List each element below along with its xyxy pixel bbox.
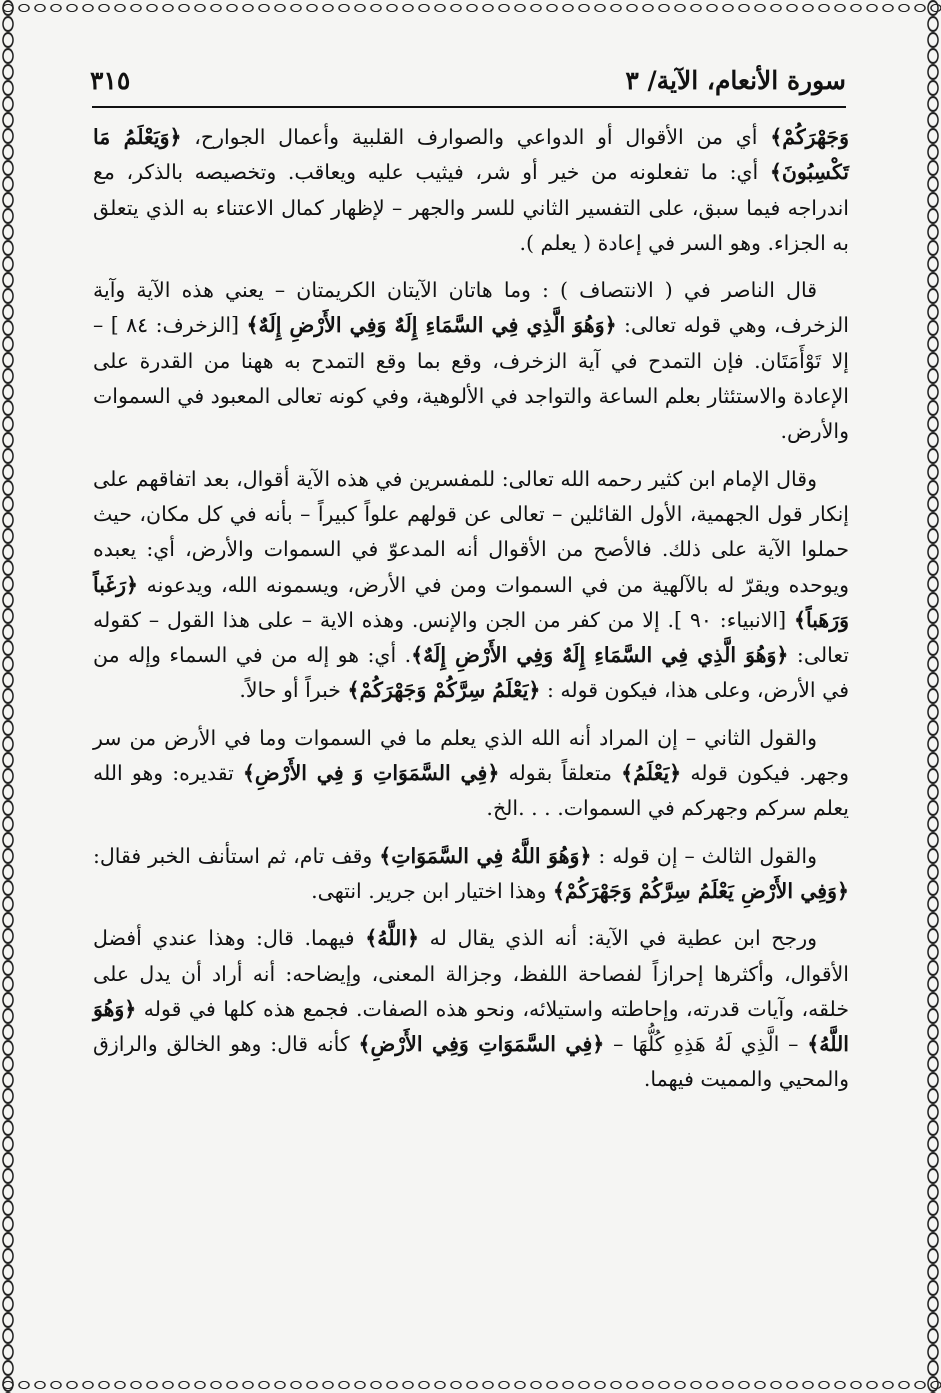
paragraph-text: خبراً أو حالاً. bbox=[239, 678, 348, 703]
paragraph-text: وهذا اختيار ابن جرير. انتهى. bbox=[311, 878, 553, 903]
paragraph-text: أي من الأقوال أو الدواعي والصوارف القلبية وأعمال الجوارح، bbox=[181, 125, 771, 149]
paragraph-text: والقول الثالث – إن قوله : bbox=[591, 843, 818, 868]
quran-quote: ﴿اللَّهُ﴾ bbox=[365, 926, 419, 951]
paragraph-text: كأنه قال: وهو الخالق والرازق والمحيي والمميت فيهما. bbox=[93, 1032, 849, 1092]
quran-quote: ﴿رَغَباً وَرَهَباً﴾ bbox=[93, 572, 849, 632]
paragraph-text: . أي: هو إله من في السماء وإله من في الأرض، وعلى هذا، فيكون قوله : bbox=[93, 643, 849, 703]
paragraph-text: وقال الإمام ابن كثير رحمه الله تعالى: للمفسرين في هذه الآية أقوال، بعد اتفاقهم على إنكار قول الجهمية، الأول القائلين – تعالى عن قولهم علواً كبيراً – بأنه في كل مكان، حيث حملوا الآية على ذلك. فالأصح من الأقوال أنه المدعوّ في السموات والأرض، أي: يعبده ويوحده ويقرّ له بالآلهية من في السموات ومن في الأرض، ويسمونه الله، ويدعونه bbox=[93, 466, 849, 597]
quran-quote: ﴿يَعْلَمُ سِرَّكُمْ وَجَهْرَكُمْ﴾ bbox=[347, 678, 541, 703]
paragraph bbox=[93, 721, 849, 827]
paragraph-text: أي: ما تفعلونه من خير أو شر، فيثيب عليه ويعاقب. وتخصيصه بالذكر، مع اندراجه فيما سبق، على التفسير الثاني للسر والجهر – لإظهار كمال الاعتناء به الذي يتعلق به الجزاء. وهو السر في إعادة ( يعلم ). bbox=[93, 160, 849, 255]
running-title: سورة الأنعام، الآية/ ٣ bbox=[625, 65, 846, 95]
bottom-ornamental-border bbox=[0, 1377, 941, 1393]
quran-quote: ﴿وَهُوَ الَّذِي فِي السَّمَاءِ إِلَهٌ وَفِي الأَرْضِ إِلَهٌ﴾ bbox=[246, 313, 617, 338]
paragraph-text: ورجح ابن عطية في الآية: أنه الذي يقال له bbox=[418, 926, 817, 951]
quran-quote: ﴿فِي السَّمَوَاتِ وَ فِي الأَرْضِ﴾ bbox=[242, 761, 500, 786]
paragraph bbox=[93, 839, 849, 910]
body-text bbox=[93, 120, 849, 1110]
right-ornamental-border bbox=[925, 0, 941, 1393]
paragraph bbox=[93, 462, 849, 709]
quran-quote: ﴿وَهُوَ الَّذِي فِي السَّمَاءِ إِلَهٌ وَفِي الأَرْضِ إِلَهٌ﴾ bbox=[411, 643, 789, 668]
paragraph-text: فيهما. قال: وهذا عندي أفضل الأقوال، وأكثرها إحرازاً لفصاحة اللفظ، وجزالة المعنى، وإيضاحه: أنه أراد أن يدل على خلقه، وآيات قدرته، وإحاطته واستيلائه، ونحو هذه الصفات. فجمع هذه كلها في قوله bbox=[93, 926, 849, 1021]
quran-quote: ﴿وَهُوَ اللَّهُ﴾ bbox=[93, 996, 849, 1057]
paragraph-text: والقول الثاني – إن المراد أنه الله الذي يعلم ما في السموات وما في الأرض من سر وجهر. فيكون قوله bbox=[93, 725, 850, 786]
paragraph bbox=[93, 273, 849, 449]
quran-quote: ﴿فِي السَّمَوَاتِ وَفِي الأَرْضِ﴾ bbox=[358, 1032, 605, 1057]
quran-quote: ﴿وَفِي الأَرْضِ يَعْلَمُ سِرَّكُمْ وَجَهْرَكُمْ﴾ bbox=[552, 878, 849, 903]
quran-quote: وَجَهْرَكُمْ﴾ bbox=[770, 125, 849, 149]
page-header bbox=[90, 60, 846, 100]
paragraph bbox=[93, 120, 849, 261]
paragraph bbox=[93, 921, 849, 1097]
quran-quote: ﴿يَعْلَمُ﴾ bbox=[621, 761, 682, 786]
left-ornamental-border bbox=[0, 0, 16, 1393]
quran-quote: ﴿وَيَعْلَمُ مَا تَكْسِبُونَ﴾ bbox=[93, 125, 849, 185]
top-ornamental-border bbox=[0, 0, 941, 16]
paragraph-text: [الانبياء: ٩٠ ]. إلا من كفر من الجن والإنس. وهذه الاية – على هذا القول – كقوله تعالى: bbox=[93, 607, 849, 668]
paragraph-text: متعلقاً بقوله bbox=[499, 761, 622, 786]
paragraph-text: تقديره: وهو الله يعلم سركم وجهركم في السموات. . . .الخ. bbox=[93, 761, 849, 821]
page-number: ٣١٥ bbox=[90, 65, 131, 95]
quran-quote: ﴿وَهُوَ اللَّهُ فِي السَّمَوَاتِ﴾ bbox=[379, 843, 592, 868]
paragraph-text: وقف تام، ثم استأنف الخبر فقال: bbox=[93, 843, 380, 868]
paragraph-text: [الزخرف: ٨٤ ] – إلا تَوْأَمَتَان. فإن التمدح في آية الزخرف، وقع بما وقع التمدح به ههنا من القدرة على الإعادة والاستئثار بعلم الساعة والتواجد في الألوهية، وفي كونه تعالى المعبود في السموات والأرض. bbox=[93, 313, 849, 444]
paragraph-text: – الَّذِي لَهُ هَذِهِ كُلُّهَا – bbox=[604, 1032, 808, 1057]
paragraph-text: قال الناصر في ( الانتصاف ) : وما هاتان الآيتان الكريمتان – يعني هذه الآية وآية الزخرف، وهي قوله تعالى: bbox=[93, 278, 850, 338]
header-rule bbox=[92, 106, 846, 108]
